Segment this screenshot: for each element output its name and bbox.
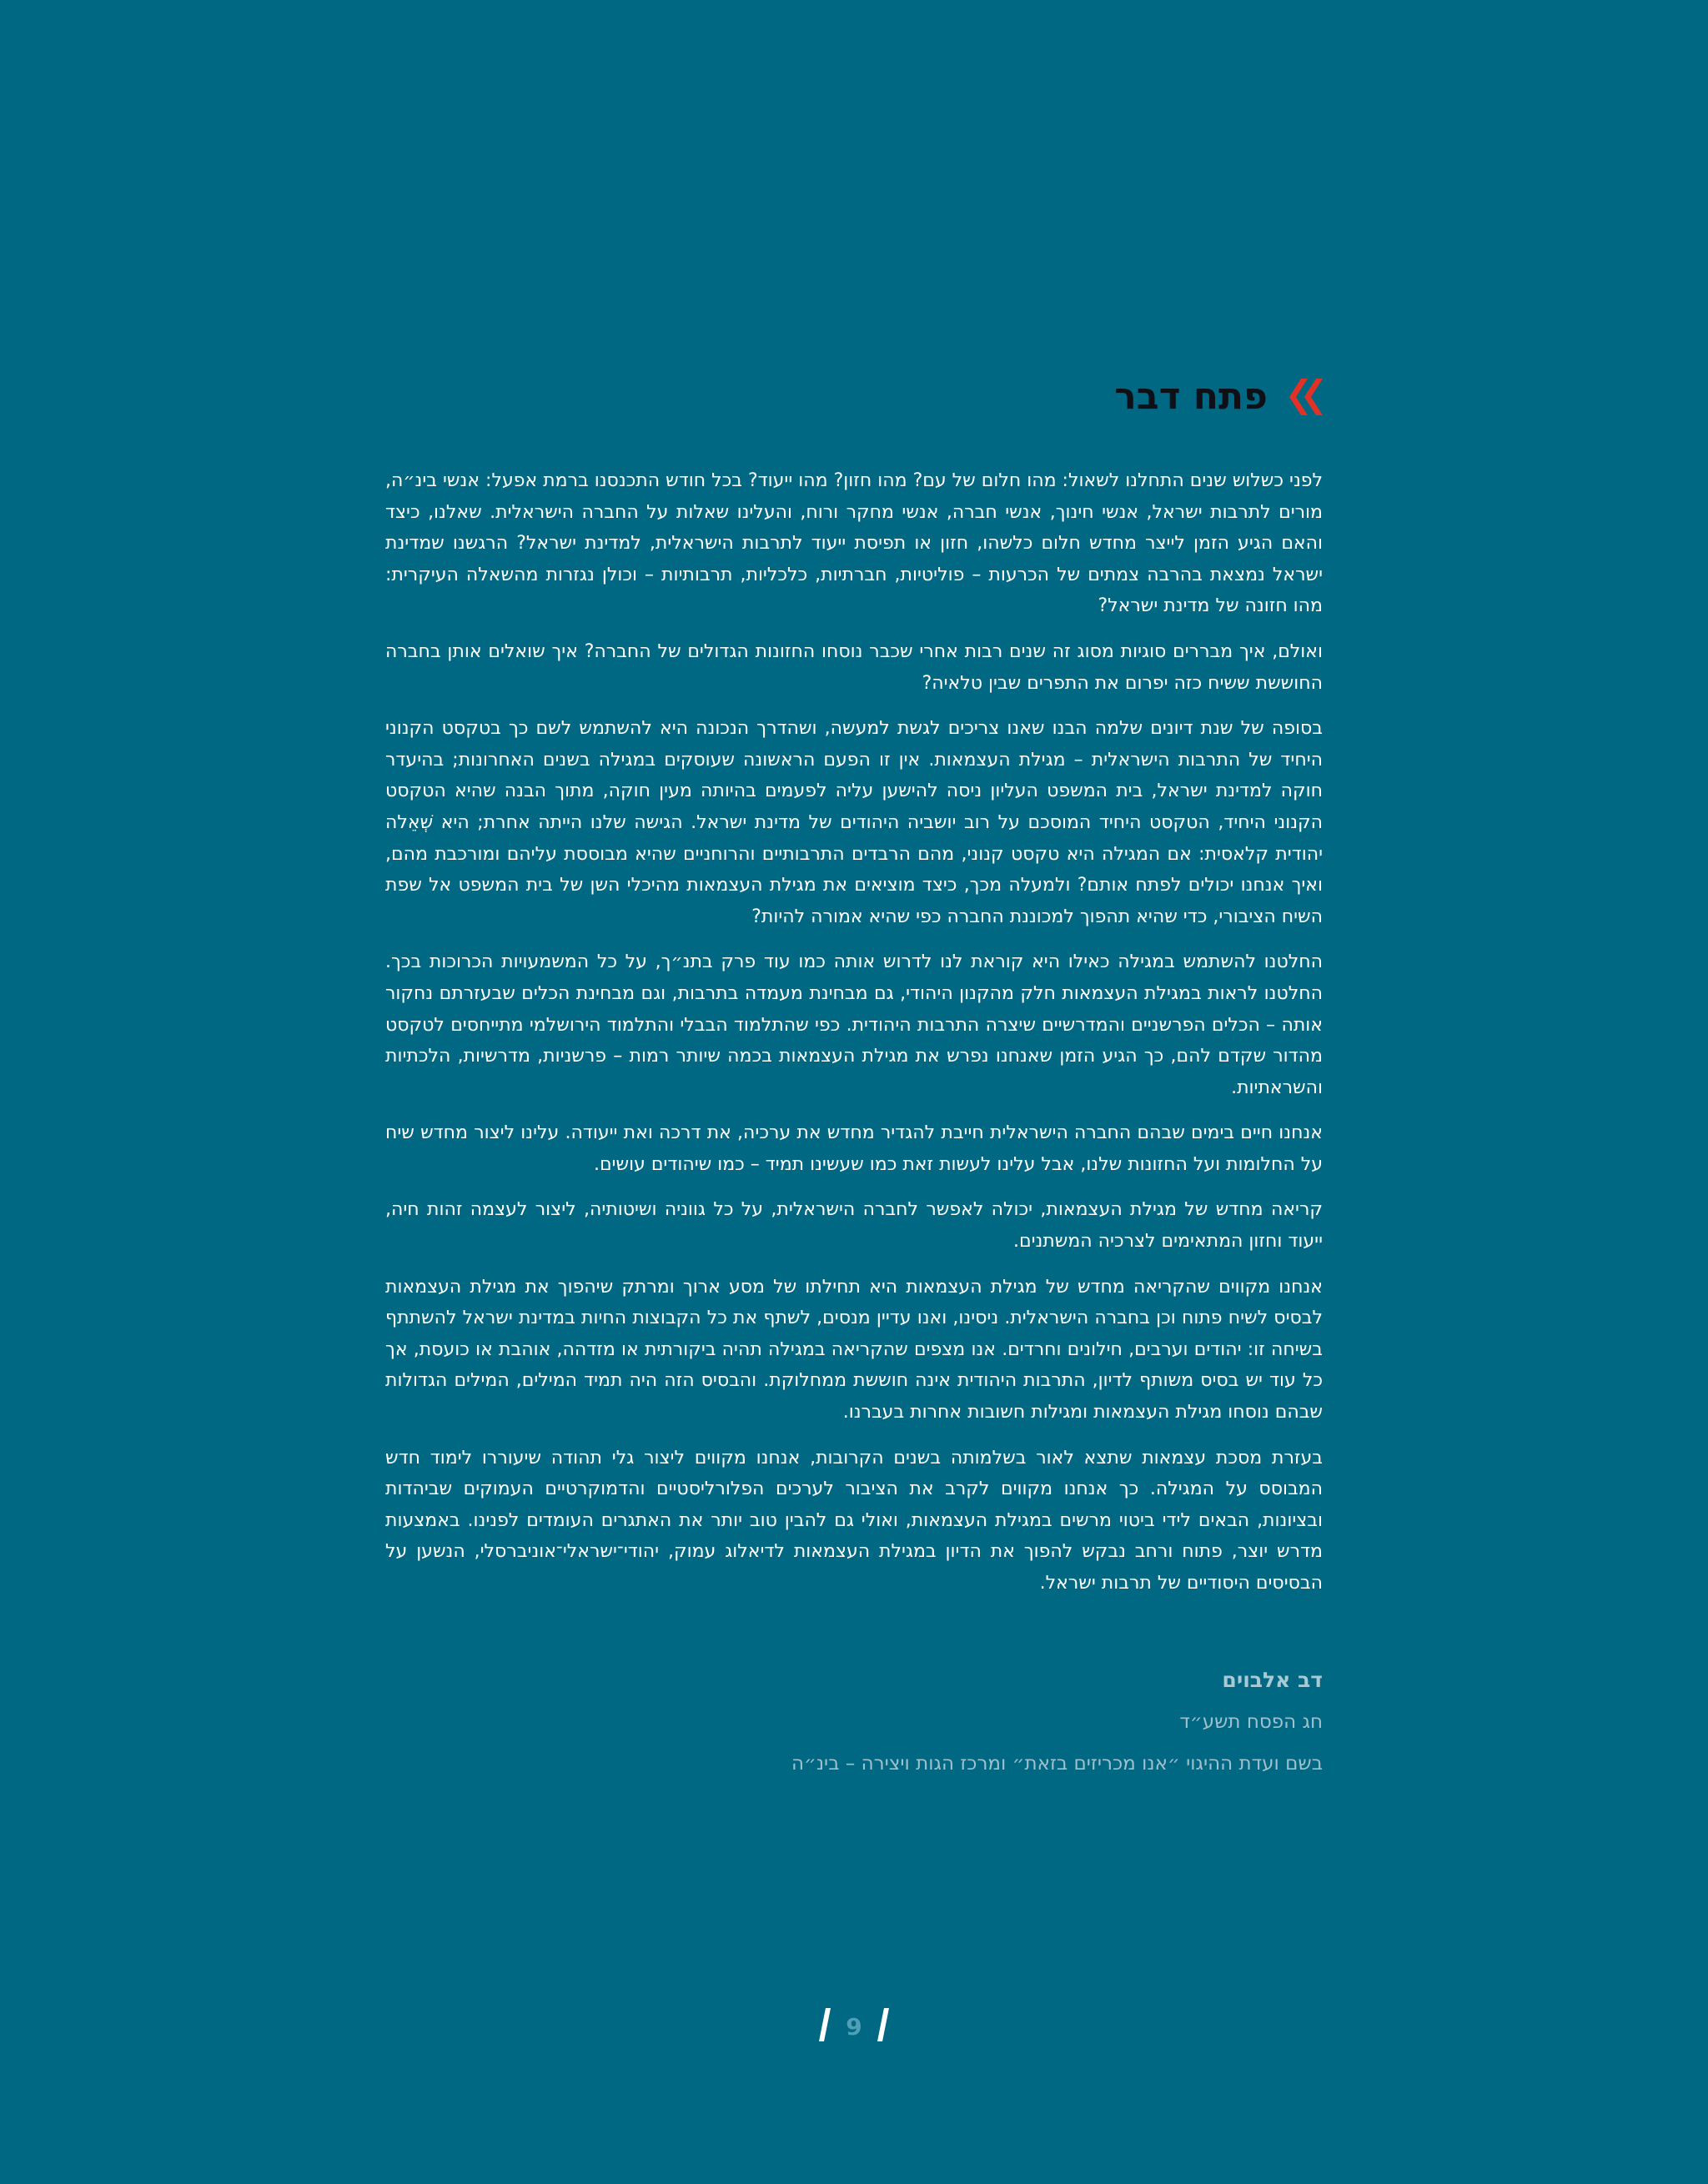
page-number-text: 9 xyxy=(846,2013,862,2041)
signature-date: חג הפסח תשע״ד xyxy=(1179,1711,1323,1733)
paragraph: אנחנו מקווים שהקריאה מחדש של מגילת העצמאות היא תחילתו של מסע ארוך ומרתק שיהפוך את מגילת העצמאות לבסיס לשיח פתוח וכן בחברה הישראלית. ניסינו, ואנו עדיין מנסים, לשתף את כל הקבוצות החיות במדינת ישראל להשתתף בשיחה זו: יהודים וערבים, חילונים וחרדים. אנו מצפים שהקריאה במגילה תהיה ביקורתית או מזדהה, אוהבת או כועסת, אך כל עוד יש בסיס משותף לדיון, התרבות היהודית אינה חוששת ממחלוקת. והבסיס הזה היה תמיד המילים, המילים הגדולות שבהם נוסחו מגילת העצמאות ומגילות חשובות אחרות בעברנו. xyxy=(385,1276,1323,1423)
paragraph: ואולם, איך מבררים סוגיות מסוג זה שנים רבות אחרי שכבר נוסחו החזונות הגדולים של החברה? איך שואלים אותן בחברה החוששת ששיח כזה יפרום את התפרים שבין טלאיה? xyxy=(385,640,1323,694)
double-chevron-left-icon xyxy=(1283,379,1323,415)
slash-icon xyxy=(877,2008,889,2041)
paragraph: החלטנו להשתמש במגילה כאילו היא קוראת לנו לדרוש אותה כמו עוד פרק בתנ״ך, על כל המשמעויות הכרוכות בכך. החלטנו לראות במגילת העצמאות חלק מהקנון היהודי, גם מבחינת מעמדה בתרבות, וגם מבחינת הכלים שבעזרתם נחקור אותה – הכלים הפרשניים והמדרשיים שיצרה התרבות היהודית. כפי שהתלמוד הבבלי והתלמוד הירושלמי מתייחסים לטקסט מהדור שקדם להם, כך הגיע הזמן שאנחנו נפרש את מגילת העצמאות בכמה שיותר רמות – פרשניות, מדרשיות, הלכתיות והשראתיות. xyxy=(385,951,1323,1098)
slash-icon xyxy=(819,2008,831,2041)
paragraph: קריאה מחדש של מגילת העצמאות, יכולה לאפשר לחברה הישראלית, על כל גווניה ושיטותיה, ליצור לעצמה זהות חיה, ייעוד וחזון המתאימים לצרכיה המשתנים. xyxy=(385,1199,1323,1253)
paragraph: בעזרת מסכת עצמאות שתצא לאור בשלמותה בשנים הקרובות, אנחנו מקווים ליצור גלי תהודה שיעוררו לימוד חדש המבוסס על המגילה. כך אנחנו מקווים לקרב את הציבור לערכים הפלורליסטיים והדמוקרטיים העמוקים שביהדות ובציונות, הבאים לידי ביטוי מרשים במגילת העצמאות, ואולי גם להבין טוב יותר את האתגרים העומדים לפנינו. באמצעות מדרש יוצר, פתוח ורחב נבקש להפוך את הדיון במגילת העצמאות לדיאלוג עמוק, יהודי־ישראלי־אוניברסלי, הנשען על הבסיסים היסודיים של תרבות ישראל. xyxy=(385,1447,1323,1594)
body-text xyxy=(385,465,1323,1614)
paragraph: לפני כשלוש שנים התחלנו לשאול: מהו חלום של עם? מהו חזון? מהו ייעוד? בכל חודש התכנסנו ברמת אפעל: אנשי בינ״ה, מורים לתרבות ישראל, אנשי חינוך, אנשי חברה, אנשי מחקר ורוח, והעלינו שאלות על החברה הישראלית. שאלנו, כיצד והאם הגיע הזמן לייצר מחדש חלום כלשהו, חזון או תפיסת ייעוד לתרבות הישראלית, למדינת ישראל? הרגשנו שמדינת ישראל נמצאת בהרבה צמתים של הכרעות – פוליטיות, חברתיות, כלכליות, תרבותיות – וכולן נגזרות מהשאלה העיקרית: מהו חזונה של מדינת ישראל? xyxy=(385,470,1323,617)
paragraph: בסופה של שנת דיונים שלמה הבנו שאנו צריכים לגשת למעשה, ושהדרך הנכונה היא להשתמש לשם כך בטקסט הקנוני היחיד של התרבות הישראלית – מגילת העצמאות. אין זו הפעם הראשונה שעוסקים במגילה בשנים האחרונות; בהיעדר חוקה למדינת ישראל, בית המשפט העליון ניסה להישען עליה לפעמים בהיותה מעין חוקה, מתוך הבנה שהיא הטקסט הקנוני היחיד, הטקסט היחיד המוסכם על רוב יושביה היהודים של מדינת ישראל. הגישה שלנו הייתה אחרת; היא שְׁאֵלה יהודית קלאסית: אם המגילה היא טקסט קנוני, מהם הרבדים התרבותיים והרוחניים שהיא מבוססת עליהם ומורכבת מהם, ואיך אנחנו יכולים לפתח אותם? ולמעלה מכך, כיצד מוציאים את מגילת העצמאות מהיכלי השן של בית המשפט אל שפת השיח הציבורי, כדי שהיא תהפוך למכוננת החברה כפי שהיא אמורה להיות? xyxy=(385,718,1323,927)
signature-block xyxy=(385,1659,1323,1785)
signature-affiliation: בשם ועדת ההיגוי ״אנו מכריזים בזאת״ ומרכז הגות ויצירה – בינ״ה xyxy=(791,1753,1323,1775)
signature-name: דב אלבוים xyxy=(1222,1668,1323,1692)
section-heading xyxy=(1114,367,1323,427)
page-title: פתח דבר xyxy=(1114,375,1268,418)
paragraph: אנחנו חיים בימים שבהם החברה הישראלית חייבת להגדיר מחדש את ערכיה, את דרכה ואת ייעודה. עלינו ליצור מחדש שיח על החלומות ועל החזונות שלנו, אבל עלינו לעשות זאת כמו שעשינו תמיד – כמו שיהודים עושים. xyxy=(385,1122,1323,1175)
page-number xyxy=(812,2006,896,2043)
